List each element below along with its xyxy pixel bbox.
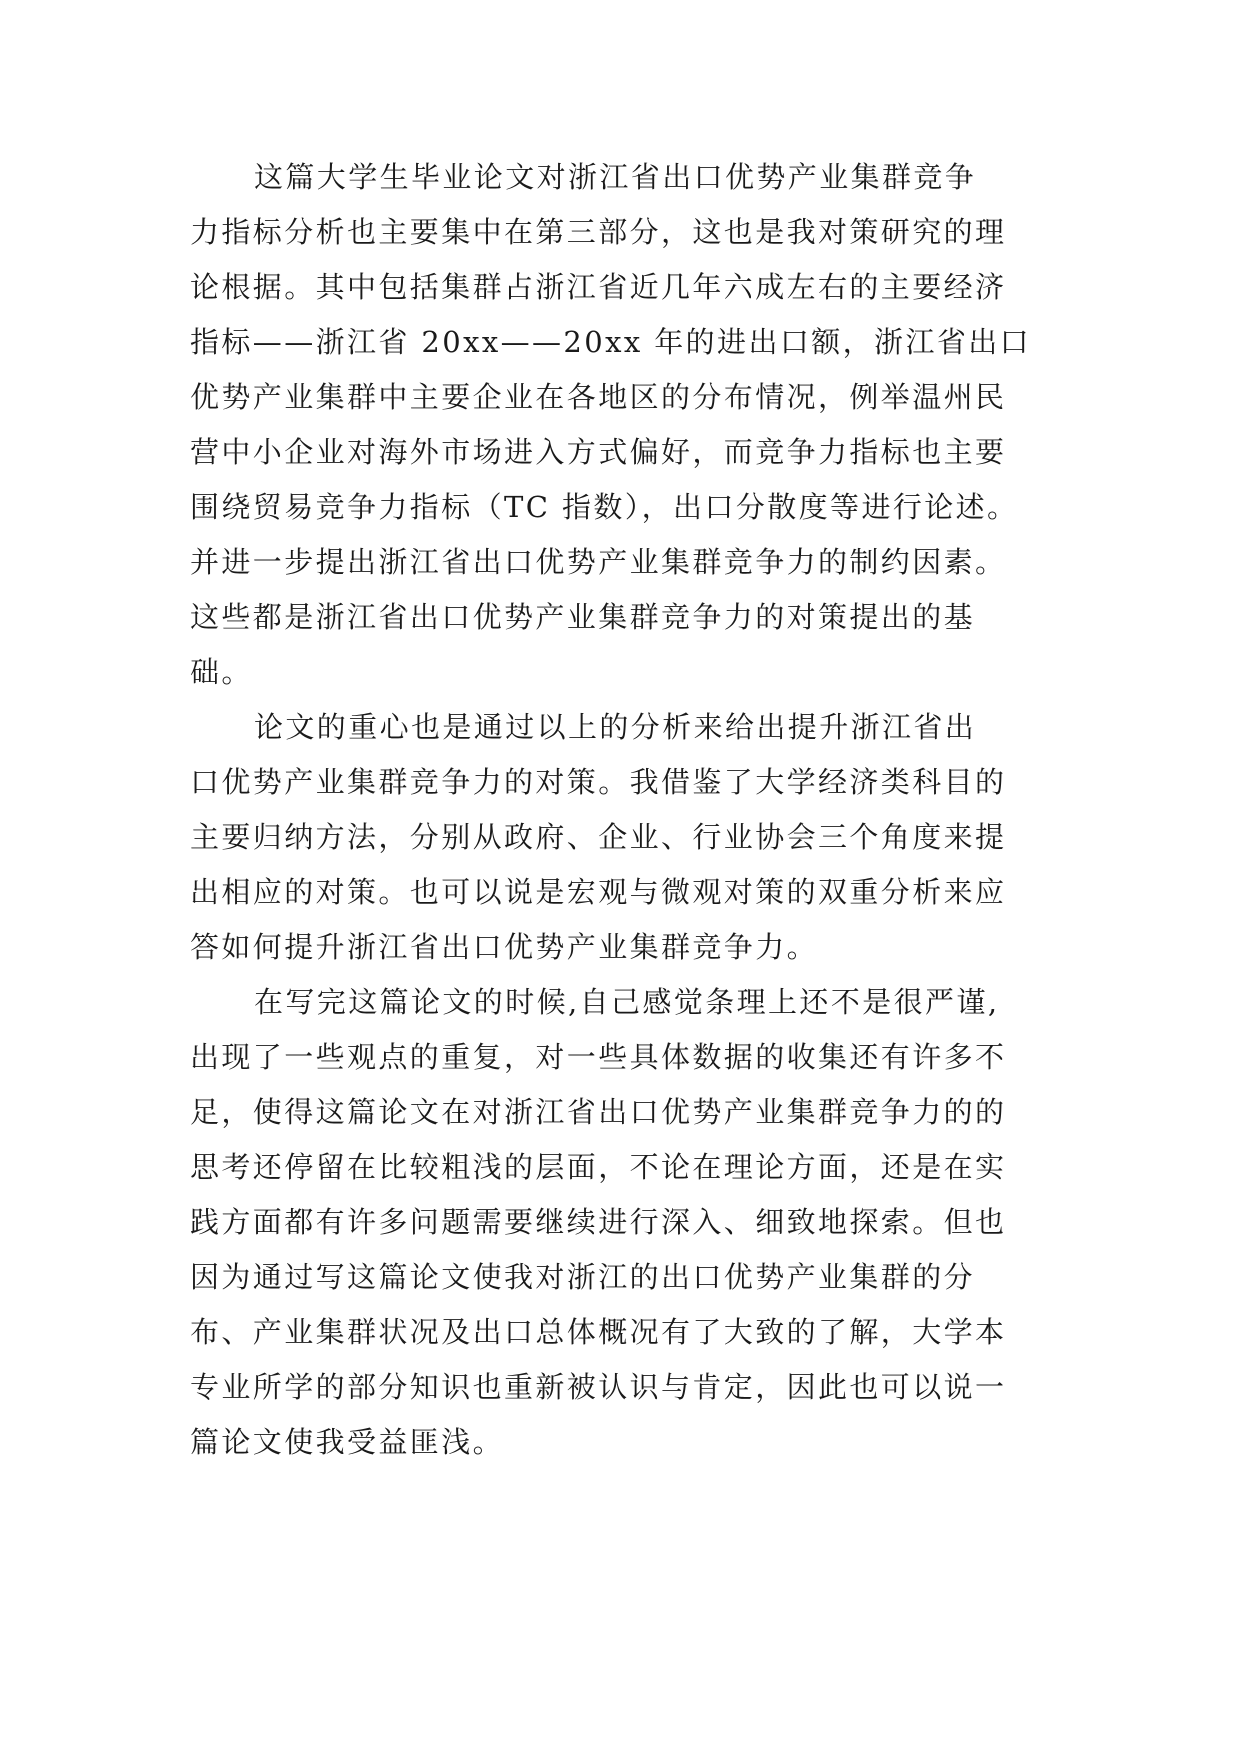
paragraph-line: 力指标分析也主要集中在第三部分，这也是我对策研究的理 xyxy=(190,215,1007,249)
paragraph-line: 因为通过写这篇论文使我对浙江的出口优势产业集群的分 xyxy=(190,1260,976,1294)
paragraph-line: 思考还停留在比较粗浅的层面，不论在理论方面，还是在实 xyxy=(190,1150,1007,1184)
paragraph-1 xyxy=(190,150,1060,700)
paragraph-2 xyxy=(190,700,1060,975)
paragraph-line: 这些都是浙江省出口优势产业集群竞争力的对策提出的基 xyxy=(190,600,976,634)
paragraph-line: 足，使得这篇论文在对浙江省出口优势产业集群竞争力的的 xyxy=(190,1095,1007,1129)
paragraph-line: 这篇大学生毕业论文对浙江省出口优势产业集群竞争 xyxy=(254,160,977,194)
paragraph-line: 在写完这篇论文的时候,自己感觉条理上还不是很严谨, xyxy=(254,985,1000,1019)
paragraph-line: 础。 xyxy=(190,655,253,689)
paragraph-line: 论根据。其中包括集群占浙江省近几年六成左右的主要经济 xyxy=(190,270,1007,304)
paragraph-line: 营中小企业对海外市场进入方式偏好，而竞争力指标也主要 xyxy=(190,435,1007,469)
paragraph-line: 专业所学的部分知识也重新被认识与肯定，因此也可以说一 xyxy=(190,1370,1007,1404)
document-body xyxy=(190,150,1060,1470)
paragraph-line: 出现了一些观点的重复，对一些具体数据的收集还有许多不 xyxy=(190,1040,1007,1074)
paragraph-line: 围绕贸易竞争力指标（TC 指数），出口分散度等进行论述。 xyxy=(190,490,1019,524)
paragraph-line: 出相应的对策。也可以说是宏观与微观对策的双重分析来应 xyxy=(190,875,1007,909)
paragraph-line: 口优势产业集群竞争力的对策。我借鉴了大学经济类科目的 xyxy=(190,765,1007,799)
paragraph-line: 篇论文使我受益匪浅。 xyxy=(190,1425,505,1459)
paragraph-line: 优势产业集群中主要企业在各地区的分布情况，例举温州民 xyxy=(190,380,1007,414)
paragraph-line: 答如何提升浙江省出口优势产业集群竞争力。 xyxy=(190,930,819,964)
paragraph-line: 主要归纳方法，分别从政府、企业、行业协会三个角度来提 xyxy=(190,820,1007,854)
paragraph-line: 并进一步提出浙江省出口优势产业集群竞争力的制约因素。 xyxy=(190,545,1007,579)
paragraph-3 xyxy=(190,975,1060,1470)
paragraph-line: 布、产业集群状况及出口总体概况有了大致的了解，大学本 xyxy=(190,1315,1007,1349)
paragraph-line: 论文的重心也是通过以上的分析来给出提升浙江省出 xyxy=(254,710,977,744)
paragraph-line: 指标——浙江省 20xx——20xx 年的进出口额，浙江省出口 xyxy=(190,325,1032,359)
paragraph-line: 践方面都有许多问题需要继续进行深入、细致地探索。但也 xyxy=(190,1205,1007,1239)
